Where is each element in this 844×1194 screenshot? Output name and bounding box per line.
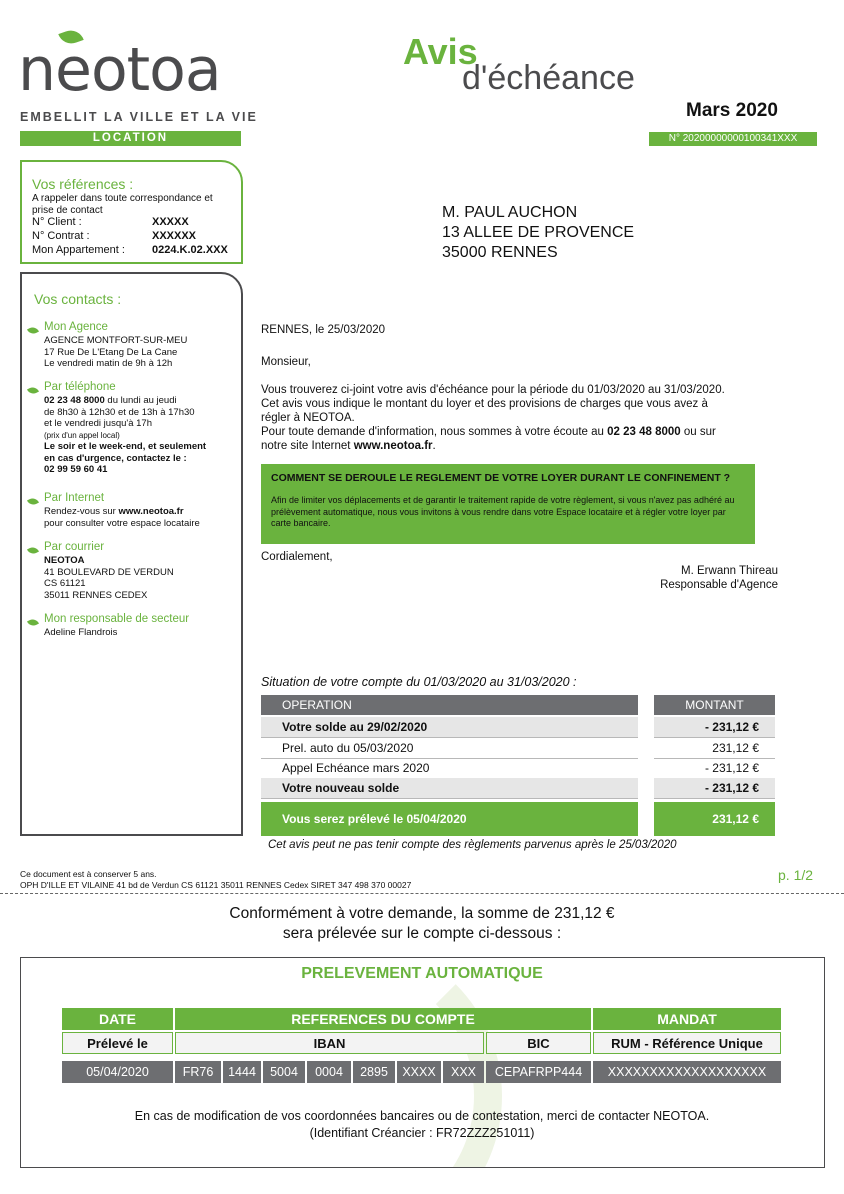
title-period: Mars 2020 [686,100,778,121]
letter-phone[interactable]: 02 23 48 8000 [607,426,681,438]
manager-name: Adeline Flandrois [44,627,118,638]
row-label: Votre solde au 29/02/2020 [282,720,428,734]
debit-contact-note [0,1108,844,1142]
total-amount-cell [654,802,775,836]
iban-part: 0004 [307,1061,351,1083]
letter-closing: Cordialement, [261,551,333,563]
row-amount: - 231,12 € [704,761,759,775]
debit-intro-2: sera prélevée sur le compte ci-dessous : [282,925,562,942]
letter-date: RENNES, le 25/03/2020 [261,324,386,336]
table-row [261,717,638,738]
subheader-bic: BIC [486,1032,591,1054]
row-label: Prel. auto du 05/03/2020 [282,741,414,755]
letter-greeting: Monsieur, [261,356,311,368]
letter-line: Cet avis vous indique le montant du loyer et des provisions de charges que vous avez à [261,398,708,410]
subheader-date: Prélevé le [62,1032,173,1054]
row-label: Votre nouveau solde [282,781,400,795]
recipient-city: 35000 RENNES [442,244,558,261]
table-row [261,758,638,779]
table-row-amount [654,717,775,738]
phone-days: du lundi au jeudi [104,395,177,406]
client-label: N° Client : [32,216,82,228]
total-amount: 231,12 € [712,812,759,826]
section-banner: LOCATION [20,131,241,146]
recipient-address [442,203,634,263]
header-references: REFERENCES DU COMPTE [175,1008,591,1030]
letter-website[interactable]: www.neotoa.fr [353,440,433,452]
phone-title: Par téléphone [44,381,116,393]
debit-intro [0,904,844,944]
footer-legal: OPH D'ILLE ET VILAINE 41 bd de Verdun CS 61121 35011 RENNES Cedex SIRET 347 498 370 00027 [20,880,412,890]
total-label: Vous serez prélevé le 05/04/2020 [282,812,467,826]
letter-line: ou sur [680,426,716,438]
table-row [261,778,638,799]
letter-line: Vous trouverez ci-joint votre avis d'échéance pour la période du 01/03/2020 au 31/03/2020. [261,384,725,396]
mail-cs: CS 61121 [44,578,86,589]
phone-number[interactable]: 02 23 48 8000 [44,395,105,406]
internet-title: Par Internet [44,492,105,504]
account-title: Situation de votre compte du 01/03/2020 au 31/03/2020 : [261,675,577,689]
total-row [261,802,638,836]
leaf-icon [27,545,39,556]
debit-contact-2: (Identifiant Créancier : FR72ZZZ251011) [309,1126,535,1140]
header-mandate: MANDAT [593,1008,781,1030]
debit-intro-1: Conformément à votre demande, la somme de 231,12 € [229,905,615,922]
lockdown-question: COMMENT SE DEROULE LE REGLEMENT DE VOTRE LOYER DURANT LE CONFINEMENT ? [271,472,731,484]
lockdown-notice [261,464,755,544]
debit-title: PRELEVEMENT AUTOMATIQUE [301,965,543,982]
letter-signer: M. Erwann Thireau [681,565,778,577]
internet-text-2: pour consulter votre espace locataire [44,517,200,529]
contacts-heading: Vos contacts : [34,291,122,307]
contract-value: XXXXXX [152,230,197,242]
table-row-amount [654,758,775,779]
references-subtitle: A rappeler dans toute correspondance et prise de contact [32,193,213,216]
recipient-name: M. PAUL AUCHON [442,204,578,221]
agency-name: AGENCE MONTFORT-SUR-MEU [44,335,188,346]
title-avis: Avis [403,31,478,72]
internet-text: Rendez-vous sur [44,506,119,517]
leaf-icon [27,617,39,628]
table-row-amount [654,738,775,759]
page-number: p. 1/2 [778,867,814,883]
references-heading: Vos références : [32,176,134,192]
header-date: DATE [62,1008,173,1030]
tear-line [0,893,844,894]
mail-street: 41 BOULEVARD DE VERDUN [44,566,174,578]
contract-label: N° Contrat : [32,230,90,242]
row-label: Appel Echéance mars 2020 [282,761,430,775]
phone-emergency-number[interactable]: 02 99 59 60 41 [44,464,108,475]
column-header-operation-label: OPERATION [282,698,352,712]
iban-part: FR76 [175,1061,221,1083]
contacts-box [20,272,243,836]
lockdown-text: Afin de limiter vos déplacements et de garantir le traitement rapide de votre règlement, si vous n'avez pas adhéré au prélèvement automatique, nous vous invitons à vous rendre dans votre Espace locataire et à régler votre loyer par carte bancaire. [271,495,735,528]
logo-tagline: EMBELLIT LA VILLE ET LA VIE [20,110,258,124]
letter-line: . [432,440,436,452]
recipient-street: 13 ALLEE DE PROVENCE [442,224,635,241]
agency-hours: Le vendredi matin de 9h à 12h [44,358,173,369]
phone-friday: et le vendredi jusqu'à 17h [44,418,152,429]
column-header-operation [261,695,638,715]
bic-value: CEPAFRPP444 [486,1061,591,1083]
phone-emergency-2: en cas d'urgence, contactez le : [44,452,187,464]
iban-part: XXXX [397,1061,441,1083]
leaf-icon [27,385,39,396]
debit-contact-1: En cas de modification de vos coordonnées bancaires ou de contestation, merci de contacter NEOTOA. [134,1109,710,1123]
footer-keep: Ce document est à conserver 5 ans. [20,869,157,879]
iban-part: 2895 [353,1061,395,1083]
account-note: Cet avis peut ne pas tenir compte des règlements parvenus après le 25/03/2020 [268,839,677,851]
apartment-label: Mon Appartement : [32,244,125,256]
column-header-amount: MONTANT [654,695,775,715]
subheader-rum: RUM - Référence Unique [593,1032,781,1054]
notice-number: N° 20200000000100341XXX [649,132,817,146]
subheader-iban: IBAN [175,1032,484,1054]
debit-date: 05/04/2020 [62,1061,173,1083]
row-amount: - 231,12 € [704,781,759,795]
table-row [261,738,638,759]
references-box [20,160,243,264]
iban-part: 5004 [263,1061,305,1083]
leaf-icon [27,496,39,507]
letter-line: Pour toute demande d'information, nous sommes à votre écoute au [261,426,608,438]
letter-line: notre site Internet [261,440,354,452]
agency-street: 17 Rue De L'Etang De La Cane [44,346,178,358]
mail-name: NEOTOA [44,555,85,566]
row-amount: - 231,12 € [704,720,759,734]
iban-part: 1444 [223,1061,261,1083]
letter-body [261,383,781,453]
row-amount: 231,12 € [712,741,759,755]
phone-hours: de 8h30 à 12h30 et de 13h à 17h30 [44,406,195,418]
logo: neotoa [18,35,221,105]
table-row-amount [654,778,775,799]
phone-price: (prix d'un appel local) [44,430,120,440]
client-value: XXXXX [152,216,189,228]
iban-part: XXX [443,1061,484,1083]
phone-emergency-1: Le soir et le week-end, et seulement [44,441,207,452]
letter-line: régler à NEOTOA. [261,412,355,424]
manager-title: Mon responsable de secteur [44,613,190,625]
apartment-value: 0224.K.02.XXX [152,244,228,256]
mail-title: Par courrier [44,541,105,553]
letter-signer-role: Responsable d'Agence [660,579,778,591]
leaf-icon [27,325,39,336]
rum-value: XXXXXXXXXXXXXXXXXXX [593,1061,781,1083]
mail-city: 35011 RENNES CEDEX [44,589,148,601]
internet-link[interactable]: www.neotoa.fr [118,506,184,517]
agency-title: Mon Agence [44,321,108,333]
title-echeance: d'échéance [462,59,635,97]
